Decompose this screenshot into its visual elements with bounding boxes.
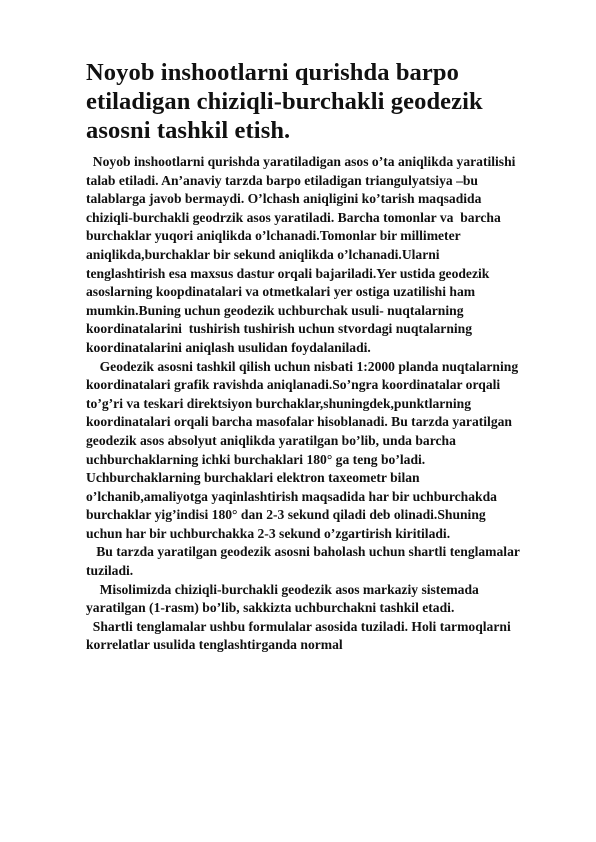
paragraph-formulas: Shartli tenglamalar ushbu formulalar asosida tuziladi. Holi tarmoqlarni korrelatlar usulida tenglashtirganda normal: [86, 618, 511, 653]
document-page: [86, 58, 522, 655]
document-title: Noyob inshootlarni qurishda barpo etiladigan chiziqli-burchakli geodezik asosni tashkil etish.: [86, 59, 483, 144]
paragraph-geodetic-base: Geodezik asosni tashkil qilish uchun nisbati 1:2000 planda nuqtalarning koordinatalari grafik ravishda aniqlanadi.So’ngra koordinatalar orqali to’g’ri va teskari direktsiyon burchaklar,shuningdek,punktlarning koordinatalari orqali barcha masofalar hisoblanadi. Bu tarzda yaratilgan geodezik asos absolyut aniqlikda yaratilgan bo’lib, unda barcha uchburchaklarning ichki burchaklari 180° ga teng bo’ladi. Uchburchaklarning burchaklari elektron taxeometr bilan o’lchanib,amaliyotga yaqinlashtirish maqsadida har bir uchburchakda burchaklar yig’indisi 180° dan 2-3 sekund qiladi deb olinadi.Shuning uchun har bir uchburchakka 2-3 sekund o’zgartirish kiritiladi.: [86, 358, 519, 541]
paragraph-intro: Noyob inshootlarni qurishda yaratiladigan asos o’ta aniqlikda yaratilishi talab etiladi. An’anaviy tarzda barpo etiladigan triangulyatsiya –bu talablarga javob bermaydi. O’lchash aniqligini ko’tarish maqsadida chiziqli-burchakli geodrzik asos yaratiladi. Barcha tomonlar va barcha burchaklar yuqori aniqlikda o’lchanadi.Tomonlar bir millimeter aniqlikda,burchaklar bir sekund aniqlikda o’lchanadi.Ularni tenglashtirish esa maxsus dastur orqali bajariladi.Yer ustida geodezik asoslarning koopdinatalari va otmetkalari yer ostiga uzatilishi ham mumkin.Buning uchun geodezik uchburchak usuli- nuqtalarning koordinatalarini tushirish tushirish uchun stvordagi nuqtalarning koordinatalarini aniqlash usulidan foydalaniladi.: [86, 154, 516, 355]
paragraph-conditional-equations: Bu tarzda yaratilgan geodezik asosni baholash uchun shartli tenglamalar tuziladi.: [86, 544, 520, 579]
paragraph-example: Misolimizda chiziqli-burchakli geodezik asos markaziy sistemada yaratilgan (1-rasm) bo’lib, sakkizta uchburchakni tashkil etadi.: [86, 581, 479, 616]
